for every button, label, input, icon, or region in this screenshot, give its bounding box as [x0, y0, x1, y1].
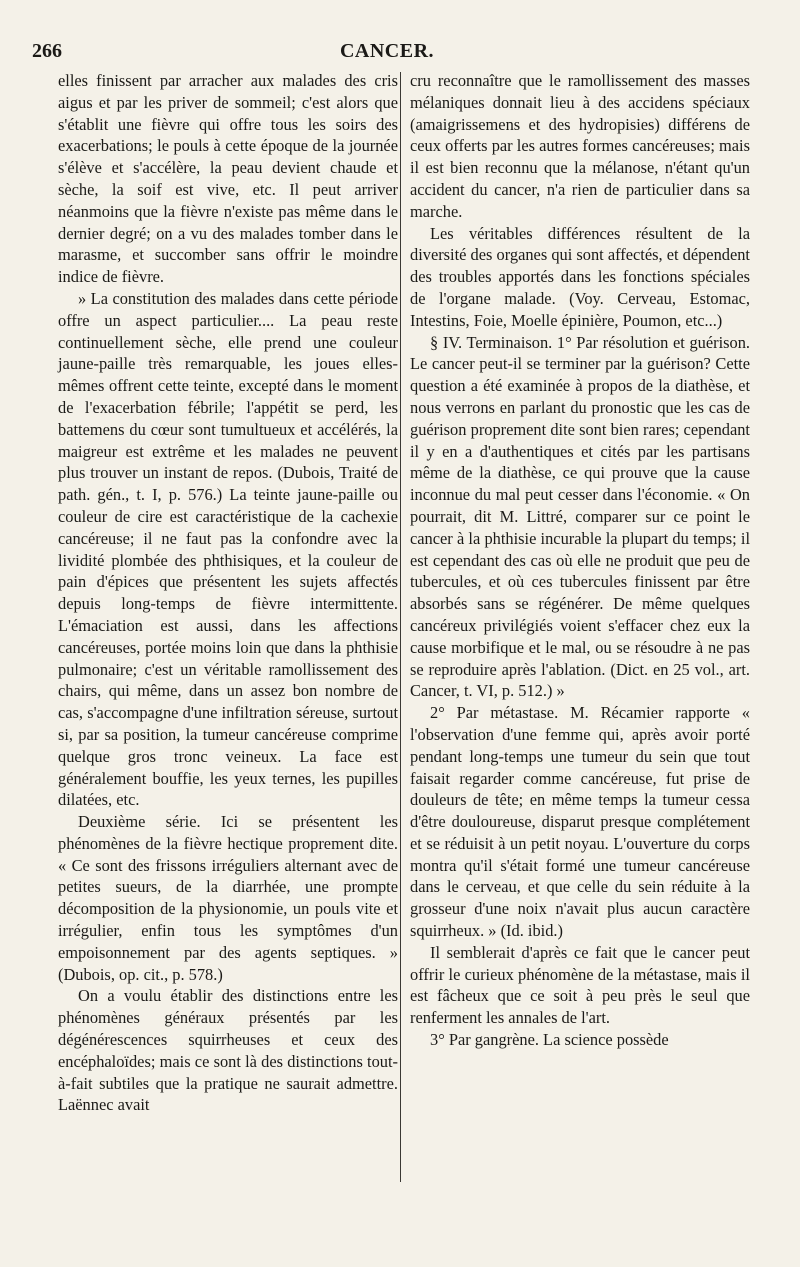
- paragraph: On a voulu établir des distinctions entre les phénomènes généraux présentés par les dégénérescences squirrheuses et ceux des encéphaloïdes; mais ce sont là des distinctions tout-à-fait subtiles que la pratique ne saurait admettre. Laënnec avait: [58, 986, 398, 1115]
- paragraph: § IV. Terminaison. 1° Par résolution et guérison. Le cancer peut-il se terminer par la guérison? Cette question a été examinée à propos de la diathèse, et nous verrons en parlant du pronostic que les cas de guérison proprement dite sont bien rares; cependant il y en a d'authentiques et cités par les partisans même de la diathèse, ce qui prouve que la cause inconnue du mal peut cesser dans l'économie. « On pourrait, dit M. Littré, comparer sur ce point le cancer à la phthisie incurable la plupart du temps; il est cependant des cas où elle ne produit que peu de tubercules, et où ces tubercules finissent par être absorbés sans se régénérer. De même quelques cancéreux privilégiés voient s'effacer chez eux la cause morbifique et le mal, ou se résoudre à ne pas se reproduire après l'ablation. (Dict. en 25 vol., art. Cancer, t. VI, p. 512.) »: [410, 332, 750, 701]
- paragraph: » La constitution des malades dans cette période offre un aspect particulier.... La peau reste continuellement sèche, elle prend une couleur jaune-paille très remarquable, les joues elles-mêmes offrent cette teinte, excepté dans le moment de l'exacerbation fébrile; l'appétit se perd, les battemens du cœur sont tumultueux et accélérés, la maigreur est extrême et les malades ne peuvent plus trouver un instant de repos. (Dubois, Traité de path. gén., t. I, p. 576.) La teinte jaune-paille ou couleur de cire est caractéristique de la cachexie cancéreuse; il ne faut pas la confondre avec la lividité plombée des phthisiques, et la couleur de pain d'épices que présentent les sujets affectés depuis long-temps de fièvre intermittente. L'émaciation est aussi, dans les affections cancéreuses, portée moins loin que dans la phthisie pulmonaire; c'est un véritable ramollissement des chairs, qui même, dans un assez bon nombre de cas, s'accompagne d'une infiltration séreuse, surtout si, par sa position, la tumeur cancéreuse comprime quelque gros tronc veineux. La face est généralement bouffie, les yeux ternes, les pupilles dilatées, etc.: [58, 288, 398, 810]
- paragraph: cru reconnaître que le ramollissement des masses mélaniques donnait lieu à des accidens spéciaux (amaigrissemens et des hydropisies) différens de ceux offerts par les autres formes cancéreuses; mais il est bien reconnu que la mélanose, n'étant qu'un accident du cancer, n'a rien de particulier dans sa marche.: [410, 71, 750, 221]
- left-column: [58, 70, 398, 1116]
- right-column: [410, 70, 750, 1051]
- paragraph: 2° Par métastase. M. Récamier rapporte « l'observation d'une femme qui, après avoir porté pendant long-temps une tumeur du sein que tout faisait regarder comme cancéreuse, fut prise de douleurs de tête; en même temps la tumeur cessa d'être douloureuse, disparut presque complétement et se réduisit à un petit noyau. L'ouverture du corps montra qu'il s'était formé une tumeur cancéreuse dans le cerveau, et que celle du sein réduite à la grosseur d'une noix n'avait plus aucun caractère squirrheux. » (Id. ibid.): [410, 703, 750, 941]
- paragraph: elles finissent par arracher aux malades des cris aigus et par les priver de sommeil; c'est alors que s'établit une fièvre qui offre tous les soirs des exacerbations; le pouls à cette époque de la journée s'élève et s'accélère, la peau devient chaude et sèche, la soif est vive, etc. Il peut arriver néanmoins que la fièvre n'existe pas même dans le dernier degré; on a vu des malades tomber dans le marasme, et succomber sans offrir le moindre indice de fièvre.: [58, 71, 398, 287]
- paragraph: Deuxième série. Ici se présentent les phénomènes de la fièvre hectique proprement dite. « Ce sont des frissons irréguliers alternant avec de petites sueurs, de la diarrhée, une prompte décomposition de la physionomie, un pouls vite et irrégulier, enfin tous les symptômes d'un empoisonnement par des agents septiques. » (Dubois, op. cit., p. 578.): [58, 812, 398, 984]
- running-title: CANCER.: [339, 40, 435, 62]
- page-header: [32, 40, 742, 70]
- column-divider: [400, 72, 401, 1182]
- paragraph: Les véritables différences résultent de la diversité des organes qui sont affectés, et dépendent des troubles apportés dans les fonctions spéciales de l'organe malade. (Voy. Cerveau, Estomac, Intestins, Foie, Moelle épinière, Poumon, etc...): [410, 223, 750, 330]
- paragraph: Il semblerait d'après ce fait que le cancer peut offrir le curieux phénomène de la métastase, mais il est fâcheux que ce soit à peu près le seul que renferment les annales de l'art.: [410, 942, 750, 1028]
- page-number: 266: [32, 40, 62, 62]
- paragraph: 3° Par gangrène. La science possède: [430, 1030, 669, 1050]
